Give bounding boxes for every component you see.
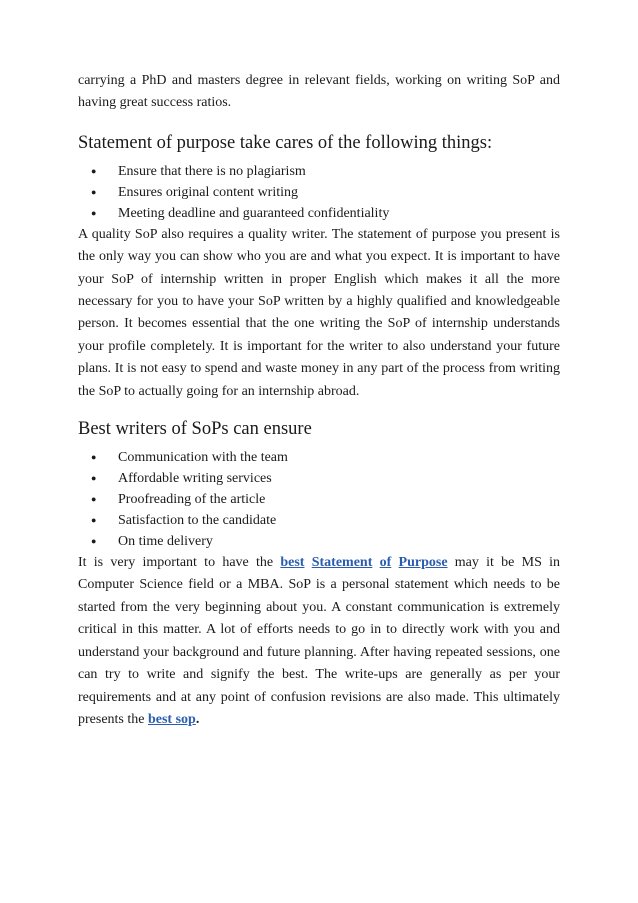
bullet-icon: ● <box>91 452 97 463</box>
bullet-icon: ● <box>91 536 97 547</box>
list-item: ● Ensure that there is no plagiarism <box>91 161 560 182</box>
bullet-icon: ● <box>91 515 97 526</box>
bullet-icon: ● <box>91 186 97 197</box>
purpose-link[interactable]: Purpose <box>398 555 448 571</box>
list-item: ● Meeting deadline and guaranteed confidentiality <box>91 203 560 224</box>
list-item: ● Communication with the team <box>91 447 560 468</box>
section2-paragraph: It is very important to have the best Statement of Purpose may it be MS in Computer Science field or a MBA. SoP is a personal statement which needs to be started from the very beginning about you. A constant communication is extremely critical in this matter. A lot of efforts needs to go in to directly work with you and understand your background and future planning. After having repeated sessions, one can try to write and signify the best. The write-ups are generally as per your requirements and at any point of confusion revisions are also made. This ultimately presents the best sop. <box>78 555 560 727</box>
list-item: ● Affordable writing services <box>91 468 560 489</box>
statement-link[interactable]: Statement <box>311 555 373 571</box>
bullet-icon: ● <box>91 207 97 218</box>
bullet-icon: ● <box>91 165 97 176</box>
best-link[interactable]: best <box>280 555 305 571</box>
section1-paragraph: A quality SoP also requires a quality writer. The statement of purpose you present is the only way you can show who you are and what you expect. It is important to have your SoP of internship written in proper English which makes it all the more necessary for you to have your SoP written by a highly qualified and knowledgeable person. It becomes essential that the one writing the SoP of internship understands your profile completely. It is important for the writer to also understand your future plans. It is not easy to spend and waste money in any part of the process from writing the SoP to actually going for an internship abroad. <box>78 226 560 399</box>
section2-heading: Best writers of SoPs can ensure <box>78 419 312 440</box>
document-page <box>78 70 560 731</box>
best-sop-link[interactable]: best sop <box>147 711 196 727</box>
section1-heading: Statement of purpose take cares of the following things: <box>78 132 493 153</box>
list-item: ● Satisfaction to the candidate <box>91 510 560 531</box>
bullet-icon: ● <box>91 473 97 484</box>
section1-bullet-list <box>78 161 560 224</box>
bullet-icon: ● <box>91 494 97 505</box>
list-item: ● Proofreading of the article <box>91 489 560 510</box>
list-item: ● On time delivery <box>91 531 560 552</box>
section2-bullet-list <box>78 447 560 552</box>
intro-paragraph: carrying a PhD and masters degree in relevant fields, working on writing SoP and having great success ratios. <box>78 73 560 111</box>
of-link[interactable]: of <box>379 555 392 571</box>
list-item: ● Ensures original content writing <box>91 182 560 203</box>
